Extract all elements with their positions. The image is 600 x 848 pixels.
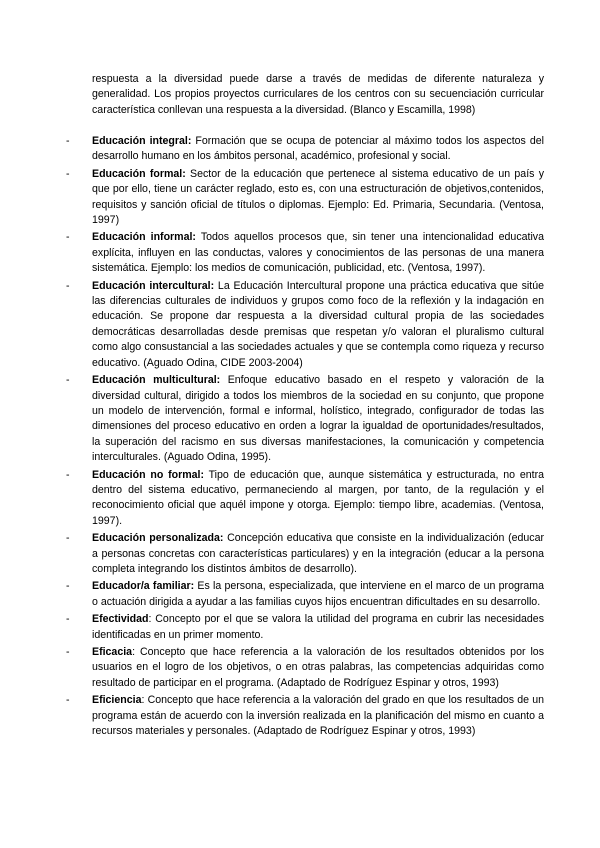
- bullet-dash: -: [66, 374, 70, 387]
- bullet-dash: -: [66, 694, 70, 707]
- glossary-entry: [66, 468, 544, 530]
- glossary-definition: La Educación Intercultural propone una práctica educativa que sitúe las diferencias culturales de individuos y grupos como foco de la reflexión y la indagación en educación. Se propone dar respuesta a la diversidad cultural propia de las sociedades democráticas desarrolladas desde premisas que respetan y/o valoran el pluralismo cultural como algo consustancial a las sociedades actuales y que se contempla como riqueza y recurso educativo. (Aguado Odina, CIDE 2003-2004): [92, 279, 544, 369]
- bullet-dash: -: [66, 646, 70, 658]
- glossary-term: Eficacia: [92, 646, 133, 658]
- bullet-dash: -: [66, 532, 70, 545]
- glossary-definition: Todos aquellos procesos que, sin tener una intencionalidad educativa explícita, influyen en las conductas, valores y conocimientos de las personas de una manera sistemática. Ejemplo: los medios de comunicación, publicidad, etc. (Ventosa, 1997).: [92, 231, 544, 275]
- glossary-term: Eficiencia: [92, 694, 142, 707]
- glossary-term: Educación integral:: [92, 135, 192, 147]
- glossary-entry: [66, 693, 544, 739]
- glossary-definition: Formación que se ocupa de potenciar al máximo todos los aspectos del desarrollo humano en los ámbitos personal, académico, profesional y social.: [92, 135, 544, 163]
- glossary-term: Educador/a familiar:: [92, 580, 195, 593]
- glossary-term: Educación informal:: [92, 231, 196, 244]
- glossary-entry: [66, 645, 544, 691]
- glossary-definition: Enfoque educativo basado en el respeto y valoración de la diversidad cultural, dirigido a todos los miembros de la sociedad en su conjunto, que propone un modelo de intervención, formal e informal, holístico, integrado, configurador de todas las dimensiones del proceso educativo en orden a lograr la igualdad de oportunidades/resultados, la superación del racismo en sus diversas manifestaciones, la comunicación y competencia interculturales. (Aguado Odina, 1995).: [92, 374, 545, 464]
- glossary-term: Educación intercultural:: [92, 279, 215, 292]
- glossary-entry: [66, 279, 544, 371]
- glossary-entry: [66, 612, 544, 643]
- glossary-term: Educación formal:: [92, 167, 186, 180]
- bullet-dash: -: [66, 167, 70, 180]
- glossary-term: Educación multicultural:: [92, 374, 221, 387]
- glossary-definition: : Concepto que hace referencia a la valoración de los resultados obtenidos por los usuarios en el logro de los objetivos, o en otras palabras, las competencias adquiridas como resultado de participar en el programa. (Adaptado de Rodríguez Espinar y otros, 1993): [92, 646, 544, 689]
- bullet-dash: -: [66, 279, 70, 292]
- glossary-term: Efectividad: [92, 613, 149, 626]
- glossary-entry: [66, 230, 544, 276]
- glossary-entry: [66, 373, 544, 465]
- bullet-dash: -: [66, 231, 70, 244]
- glossary-entry: [66, 579, 544, 610]
- bullet-dash: -: [66, 613, 70, 626]
- glossary-definition: : Concepto por el que se valora la utilidad del programa en cubrir las necesidades identificadas en un primer momento.: [92, 613, 544, 641]
- glossary-entry: [66, 167, 544, 229]
- glossary-list: [66, 134, 544, 741]
- bullet-dash: -: [66, 135, 70, 147]
- glossary-term: Educación no formal:: [92, 468, 204, 481]
- glossary-definition: Tipo de educación que, aunque sistemática y estructurada, no entra dentro del sistema educativo, permaneciendo al margen, por tanto, de la regulación y el reconocimiento oficial que aquél impone y otorga. Ejemplo: tiempo libre, academias. (Ventosa, 1997).: [92, 468, 544, 527]
- glossary-term: Educación personalizada:: [92, 532, 224, 545]
- glossary-definition: Es la persona, especializada, que interviene en el marco de un programa o actuación dirigida a ayudar a las familias cuyos hijos encuentran dificultades en su desarrollo.: [92, 580, 544, 608]
- glossary-definition: Sector de la educación que pertenece al sistema educativo de un país y que por ello, tiene un carácter reglado, esto es, con una estructuración de objetivos,contenidos, requisitos y sanción oficial de títulos o diplomas. Ejemplo: Ed. Primaria, Secundaria. (Ventosa, 1997): [92, 167, 544, 227]
- glossary-entry: [66, 134, 544, 165]
- glossary-definition: : Concepto que hace referencia a la valoración del grado en que los resultados de un programa están de acuerdo con la inversión realizada en la planificación del mismo en cuanto a recursos materiales y personales. (Adaptado de Rodríguez Espinar y otros, 1993): [92, 694, 544, 738]
- intro-paragraph: respuesta a la diversidad puede darse a través de medidas de diferente naturaleza y generalidad. Los propios proyectos curriculares de los centros con su secuenciación curricular característica conllevan una respuesta a la diversidad. (Blanco y Escamilla, 1998): [92, 73, 544, 116]
- bullet-dash: -: [66, 468, 70, 481]
- bullet-dash: -: [66, 580, 70, 593]
- glossary-definition: Concepción educativa que consiste en la individualización (educar a personas concretas con características particulares) y en la integración (educar a la persona completa integrando los distintos ámbitos de desarrollo).: [92, 532, 544, 575]
- glossary-entry: [66, 531, 544, 577]
